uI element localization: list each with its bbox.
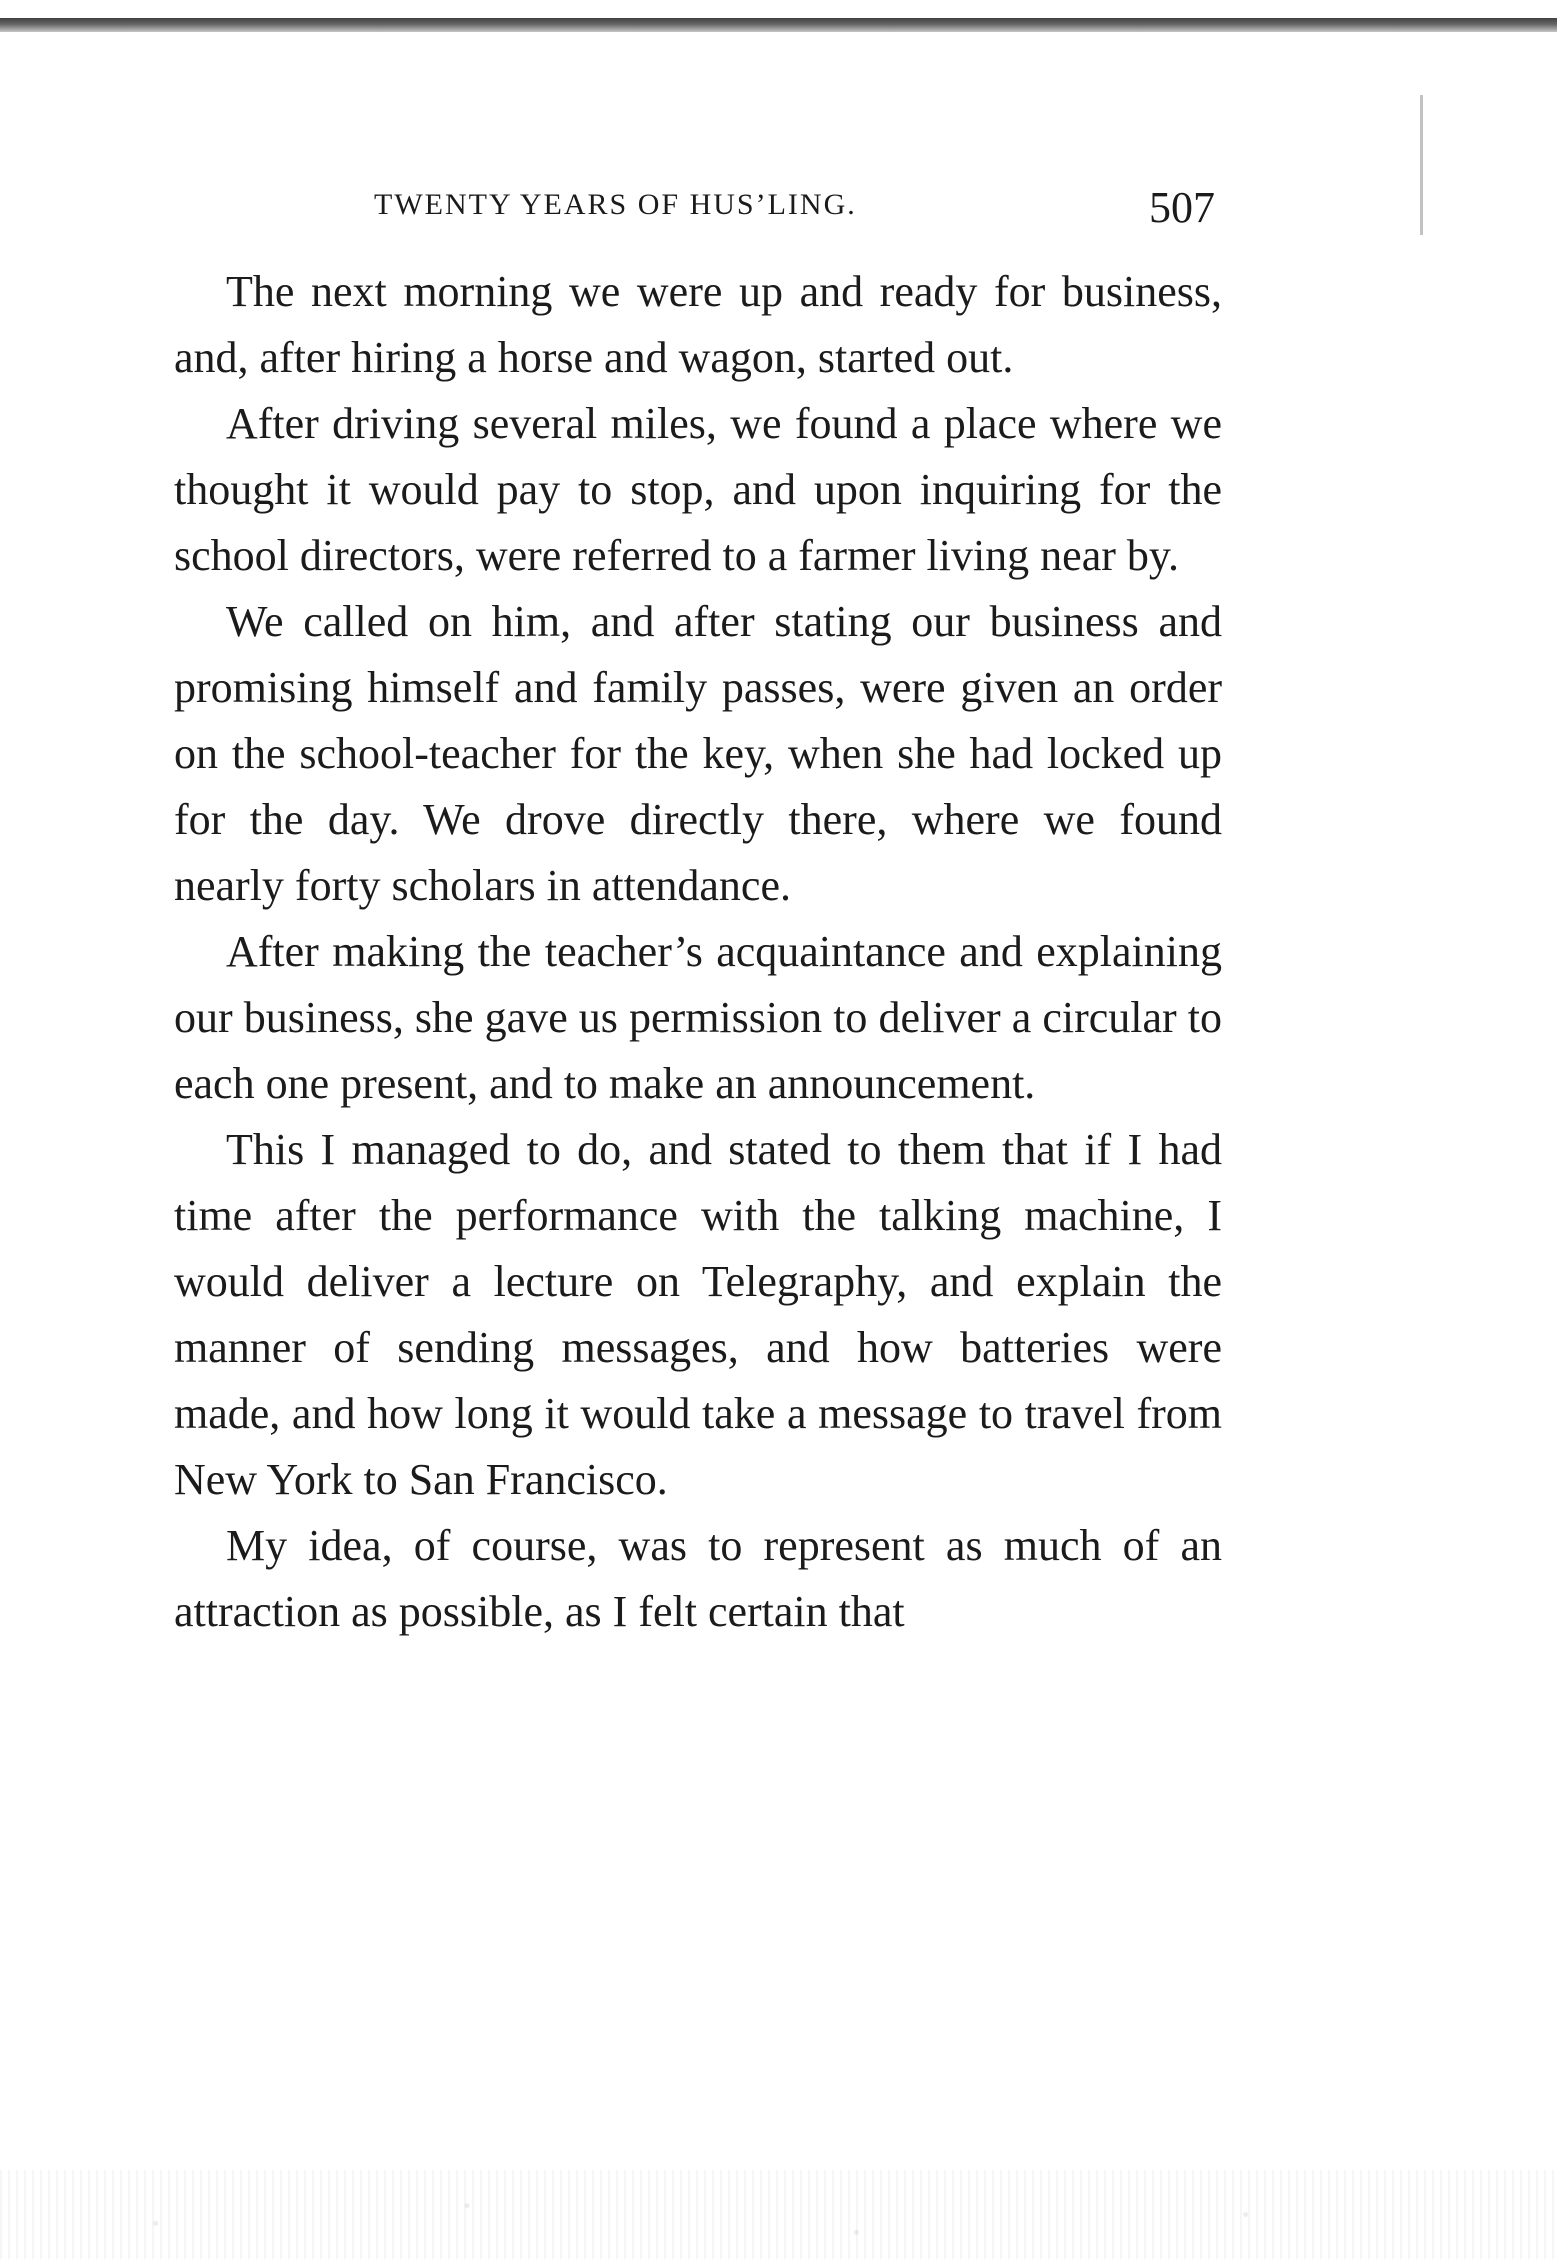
page-header <box>174 182 1222 240</box>
body-text <box>174 259 1222 1645</box>
paragraph: The next morning we were up and ready for business, and, after hiring a horse and wagon, started out. <box>174 267 1222 382</box>
page-number: 507 <box>1149 183 1215 232</box>
paragraph: This I managed to do, and stated to them that if I had time after the performance with the talking machine, I would deliver a lecture on Telegraphy, and explain the manner of sending messages, and how batteries were made, and how long it would take a message to travel from New York to San Francisco. <box>174 1125 1222 1504</box>
paragraph: After making the teacher’s acquaintance and explaining our business, she gave us permission to deliver a circular to each one present, and to make an announcement. <box>174 927 1222 1108</box>
paragraph: After driving several miles, we found a place where we thought it would pay to stop, and upon inquiring for the school directors, were referred to a farmer living near by. <box>174 399 1222 580</box>
running-head: TWENTY YEARS OF HUS’LING. <box>374 188 857 221</box>
scan-right-rule <box>1420 95 1423 235</box>
scan-bottom-noise <box>0 2170 1557 2259</box>
scan-top-edge <box>0 18 1557 32</box>
paragraph: My idea, of course, was to represent as much of an attraction as possible, as I felt certain that <box>174 1521 1222 1636</box>
paragraph: We called on him, and after stating our business and promising himself and family passes, were given an order on the school-teacher for the key, when she had locked up for the day. We drove directly there, where we found nearly forty scholars in attendance. <box>174 597 1222 910</box>
book-page <box>174 182 1222 1645</box>
